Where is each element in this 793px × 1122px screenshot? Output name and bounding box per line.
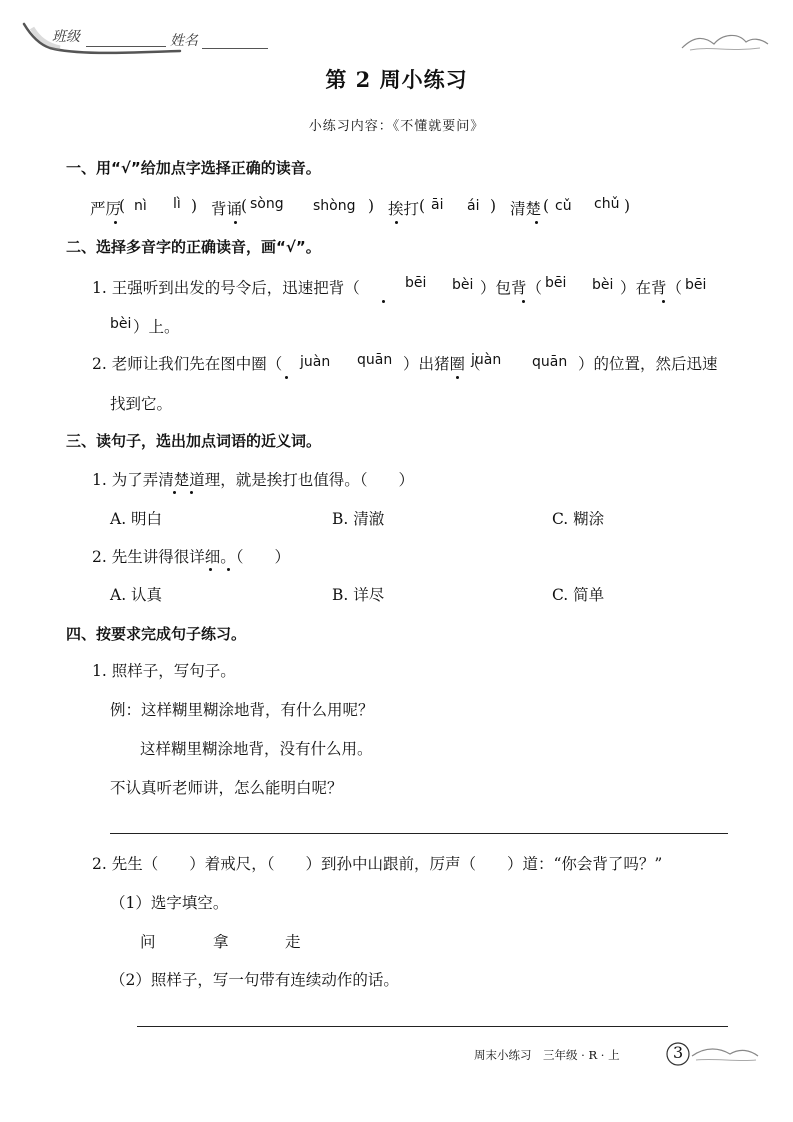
s2-q1-part-a: 1. 王强听到出发的号令后，迅速把背（: [92, 279, 360, 297]
lesson-subtitle: 小练习内容：《不懂就要问》: [308, 119, 485, 134]
emphasis-dot: [535, 221, 538, 224]
emphasis-dot: [285, 376, 288, 379]
emphasis-dot: [190, 491, 193, 494]
s1-paren-open-4: (: [543, 197, 550, 215]
emphasis-dot: [234, 221, 237, 224]
emphasis-dot: [395, 221, 398, 224]
emphasis-dot: [227, 568, 230, 571]
s1-pinyin-2b[interactable]: shòng: [313, 198, 356, 214]
s3-q2-option-c[interactable]: C. 简单: [552, 586, 605, 604]
s2-q2-part-d: 找到它。: [110, 395, 173, 413]
name-blank-line[interactable]: [202, 48, 268, 49]
s1-pinyin-4a[interactable]: cǔ: [555, 198, 572, 214]
section-1-heading: 一、用“√”给加点字选择正确的读音。: [66, 159, 321, 177]
emphasis-dot: [662, 300, 665, 303]
s4-prompt-sentence: 不认真听老师讲，怎么能明白呢？: [110, 779, 343, 797]
emphasis-dot: [382, 300, 385, 303]
s1-pinyin-4b[interactable]: chǔ: [594, 196, 620, 212]
s3-q1-option-b[interactable]: B. 清澈: [332, 510, 385, 528]
s1-word-2: 背诵: [211, 200, 243, 218]
s2-q2-pinyin-3[interactable]: juàn: [471, 352, 502, 368]
s3-q2-option-a[interactable]: A. 认真: [110, 586, 163, 604]
footer-mountain-decoration: [690, 1042, 760, 1066]
s2-q1-pinyin-1[interactable]: bēi: [405, 275, 427, 291]
emphasis-dot: [522, 300, 525, 303]
s1-paren-close-1: ): [191, 197, 198, 215]
s2-q2-pinyin-4[interactable]: quān: [532, 354, 568, 370]
s1-pinyin-3b[interactable]: ái: [467, 198, 480, 214]
s2-q2-part-a: 2. 老师让我们先在图中圈（: [92, 355, 283, 373]
page-title: 第 2 周小练习: [325, 67, 468, 92]
emphasis-dot: [456, 376, 459, 379]
mountain-cloud-decoration: [680, 28, 770, 54]
section-4-heading: 四、按要求完成句子练习。: [66, 625, 247, 643]
answer-line[interactable]: [110, 833, 728, 834]
s3-q1-text: 1. 为了弄清楚道理，就是挨打也值得。（ ）: [92, 471, 414, 489]
s1-pinyin-1b[interactable]: lì: [173, 196, 181, 212]
emphasis-dot: [114, 221, 117, 224]
answer-line[interactable]: [137, 1026, 728, 1027]
s1-word-3: 挨打: [388, 200, 420, 218]
section-2-heading: 二、选择多音字的正确读音，画“√”。: [66, 238, 321, 256]
s1-pinyin-2a[interactable]: sòng: [250, 196, 284, 212]
s1-pinyin-1a[interactable]: nì: [134, 198, 147, 214]
choice-char-2: 拿: [213, 933, 229, 951]
s2-q2-part-b: ）出猪圈（: [403, 355, 481, 373]
s2-q1-part-c: ）在背（: [620, 279, 683, 297]
s2-q2-pinyin-1[interactable]: juàn: [300, 354, 331, 370]
page-number: 3: [673, 1043, 684, 1062]
s2-q1-part-b: ）包背（: [480, 279, 543, 297]
class-label: 班级: [52, 29, 80, 45]
s4-q2-sub2: （2）照样子，写一句带有连续动作的话。: [110, 971, 399, 989]
s1-paren-close-4: ): [624, 197, 631, 215]
s2-q2-part-c: ）的位置，然后迅速: [578, 355, 718, 373]
emphasis-dot: [209, 568, 212, 571]
s1-paren-open-1: (: [119, 197, 126, 215]
s4-example-line-2: 这样糊里糊涂地背，没有什么用。: [140, 740, 373, 758]
s1-pinyin-3a[interactable]: āi: [431, 197, 444, 213]
s2-q2-pinyin-2[interactable]: quān: [357, 352, 393, 368]
s1-paren-close-2: ): [368, 197, 375, 215]
s2-q1-part-d: ）上。: [133, 318, 180, 336]
emphasis-dot: [173, 491, 176, 494]
s2-q1-pinyin-5[interactable]: bēi: [685, 277, 707, 293]
s4-example-line-1: 例：这样糊里糊涂地背，有什么用呢？: [110, 701, 374, 719]
s3-q2-text: 2. 先生讲得很详细。（ ）: [92, 548, 290, 566]
s3-q1-option-a[interactable]: A. 明白: [110, 510, 163, 528]
s1-paren-close-3: ): [490, 197, 497, 215]
class-blank-line[interactable]: [86, 46, 166, 47]
s1-paren-open-3: (: [419, 197, 426, 215]
s2-q1-pinyin-2[interactable]: bèi: [452, 277, 474, 293]
s4-q2-sub1: （1）选字填空。: [110, 894, 229, 912]
footer-text: 周末小练习 三年级 · R · 上: [474, 1048, 620, 1062]
s3-q1-option-c[interactable]: C. 糊涂: [552, 510, 605, 528]
choice-char-1: 问: [140, 933, 156, 951]
s1-paren-open-2: (: [241, 197, 248, 215]
s2-q1-pinyin-3[interactable]: bēi: [545, 275, 567, 291]
s1-word-4: 清楚: [510, 200, 542, 218]
s4-q1-text: 1. 照样子，写句子。: [92, 662, 236, 680]
s4-q2-text: 2. 先生（ ）着戒尺，（ ）到孙中山跟前，厉声（ ）道：“你会背了吗？”: [92, 855, 663, 873]
s2-q1-pinyin-6[interactable]: bèi: [110, 316, 132, 332]
name-label: 姓名: [170, 33, 198, 49]
section-3-heading: 三、读句子，选出加点词语的近义词。: [66, 432, 322, 450]
s2-q1-pinyin-4[interactable]: bèi: [592, 277, 614, 293]
s1-word-1: 严厉: [90, 200, 122, 218]
s3-q2-option-b[interactable]: B. 详尽: [332, 586, 385, 604]
choice-char-3: 走: [285, 933, 301, 951]
